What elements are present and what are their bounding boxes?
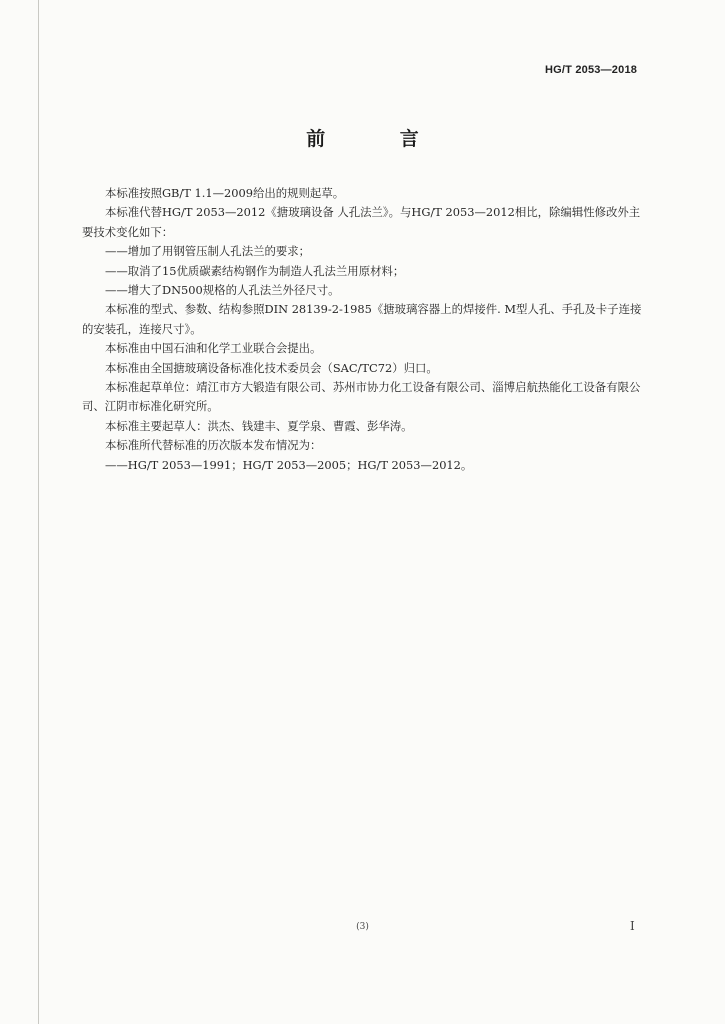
page-number: (3) [356, 922, 369, 932]
previous-editions-list: ——HG/T 2053—1991；HG/T 2053—2005；HG/T 2053—2012。 [105, 457, 473, 472]
change-item-steel-pipe: ——增加了用钢管压制人孔法兰的要求； [105, 244, 311, 259]
standard-code-header: HG/T 2053—2018 [545, 64, 638, 76]
paragraph-replacement: 本标准代替HG/T 2053—2012《搪玻璃设备 人孔法兰》。与HG/T 2053—2012相比，除编辑性修改外主要技术变化如下： [82, 205, 641, 239]
change-item-material: ——取消了15优质碳素结构钢作为制造人孔法兰用原材料； [105, 263, 405, 278]
page-title: 前 言 [306, 128, 453, 150]
paragraph-drafters: 本标准主要起草人：洪杰、钱建丰、夏学泉、曹霞、彭华涛。 [105, 418, 413, 433]
paragraph-reference-din: 本标准的型式、参数、结构参照DIN 28139-2-1985《搪玻璃容器上的焊接件. M型人孔、手孔及卡子连接的安装孔，连接尺寸》。 [82, 302, 642, 336]
binding-margin-line [38, 0, 39, 1024]
paragraph-proposed-by: 本标准由中国石油和化学工业联合会提出。 [105, 341, 322, 356]
foreword-body [82, 184, 647, 475]
paragraph-technical-committee: 本标准由全国搪玻璃设备标准化技术委员会（SAC/TC72）归口。 [105, 360, 438, 375]
paragraph-drafting-units: 本标准起草单位：靖江市方大锻造有限公司、苏州市协力化工设备有限公司、淄博启航热能化工设备有限公司、江阴市标准化研究所。 [82, 380, 641, 414]
change-item-dn500: ——增大了DN500规格的人孔法兰外径尺寸。 [105, 283, 340, 298]
paragraph-drafting-rules: 本标准按照GB/T 1.1—2009给出的规则起草。 [105, 186, 345, 200]
paragraph-previous-editions: 本标准所代替标准的历次版本发布情况为： [105, 438, 322, 453]
roman-page-numeral: I [630, 919, 635, 933]
